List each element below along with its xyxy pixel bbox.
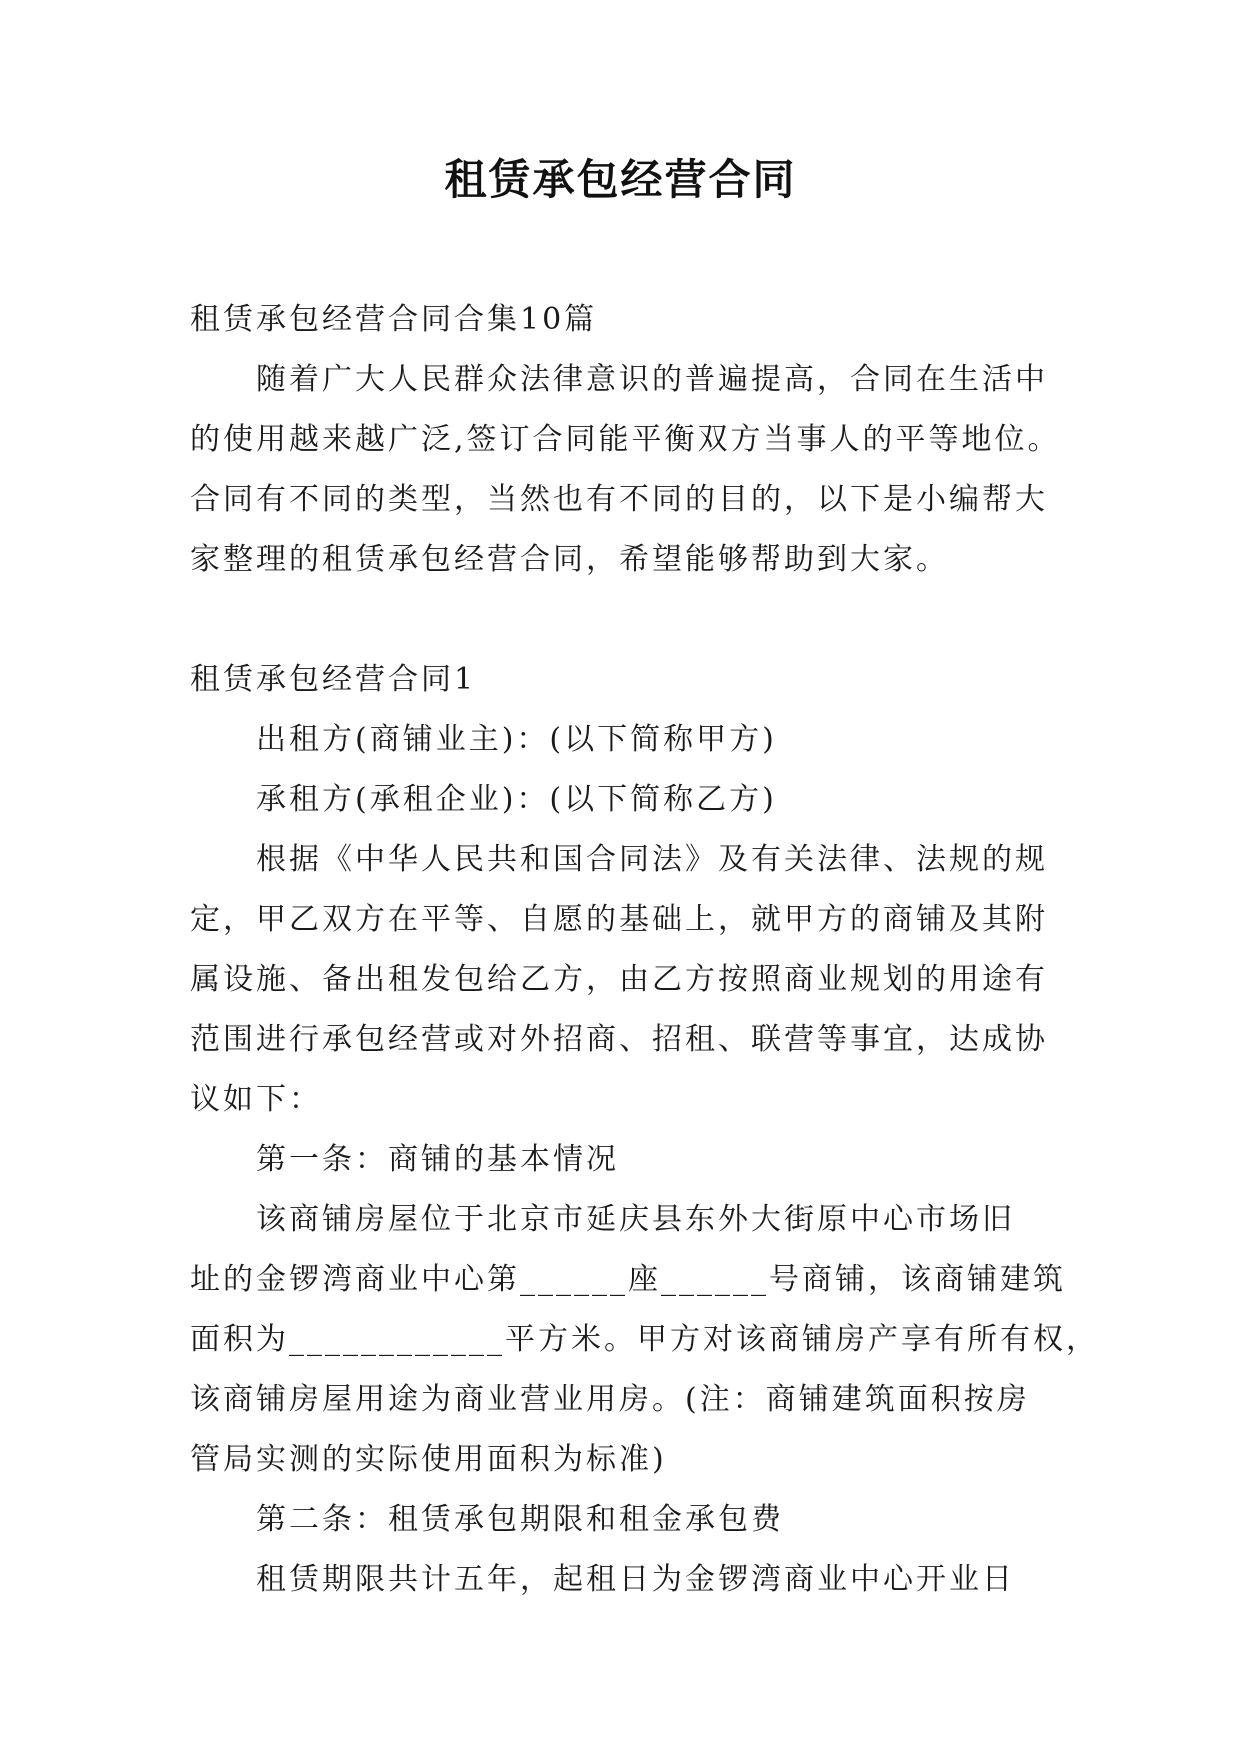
paragraph-gap	[190, 590, 1050, 650]
article1-line: 址的金锣湾商业中心第______座______号商铺，该商铺建筑	[190, 1262, 1066, 1297]
basis-line: 根据《中华人民共和国合同法》及有关法律、法规的规	[256, 842, 1048, 877]
article2-heading: 第二条：租赁承包期限和租金承包费	[256, 1502, 784, 1537]
article1-line: 面积为____________平方米。甲方对该商铺房产享有所有权，	[190, 1322, 1099, 1357]
intro-line: 合同有不同的类型，当然也有不同的目的，以下是小编帮大	[190, 482, 1048, 517]
article1-line: 管局实测的实际使用面积为标准)	[190, 1442, 667, 1477]
intro-line: 的使用越来越广泛,签订合同能平衡双方当事人的平等地位。	[190, 422, 1061, 457]
basis-line: 属设施、备出租发包给乙方，由乙方按照商业规划的用途有	[190, 962, 1048, 997]
basis-line: 范围进行承包经营或对外招商、招租、联营等事宜，达成协	[190, 1022, 1048, 1057]
lessee-line: 承租方(承租企业)：(以下简称乙方)	[256, 782, 777, 817]
intro-line: 随着广大人民群众法律意识的普遍提高，合同在生活中	[256, 362, 1048, 397]
article1-heading: 第一条：商铺的基本情况	[256, 1142, 619, 1177]
page-title: 租赁承包经营合同	[444, 155, 797, 204]
basis-line: 议如下：	[190, 1082, 322, 1117]
lessor-line: 出租方(商铺业主)：(以下简称甲方)	[256, 722, 777, 757]
intro-line: 家整理的租赁承包经营合同，希望能够帮助到大家。	[190, 542, 949, 577]
article1-line: 该商铺房屋位于北京市延庆县东外大街原中心市场旧	[256, 1202, 1015, 1237]
basis-line: 定，甲乙双方在平等、自愿的基础上，就甲方的商铺及其附	[190, 902, 1048, 937]
document-body	[190, 290, 1099, 1610]
document-subtitle: 租赁承包经营合同合集10篇	[190, 302, 598, 337]
article1-line: 该商铺房屋用途为商业营业用房。(注：商铺建筑面积按房	[190, 1382, 1030, 1417]
contract-heading: 租赁承包经营合同1	[190, 662, 477, 697]
article2-line: 租赁期限共计五年，起租日为金锣湾商业中心开业日	[256, 1562, 1015, 1597]
